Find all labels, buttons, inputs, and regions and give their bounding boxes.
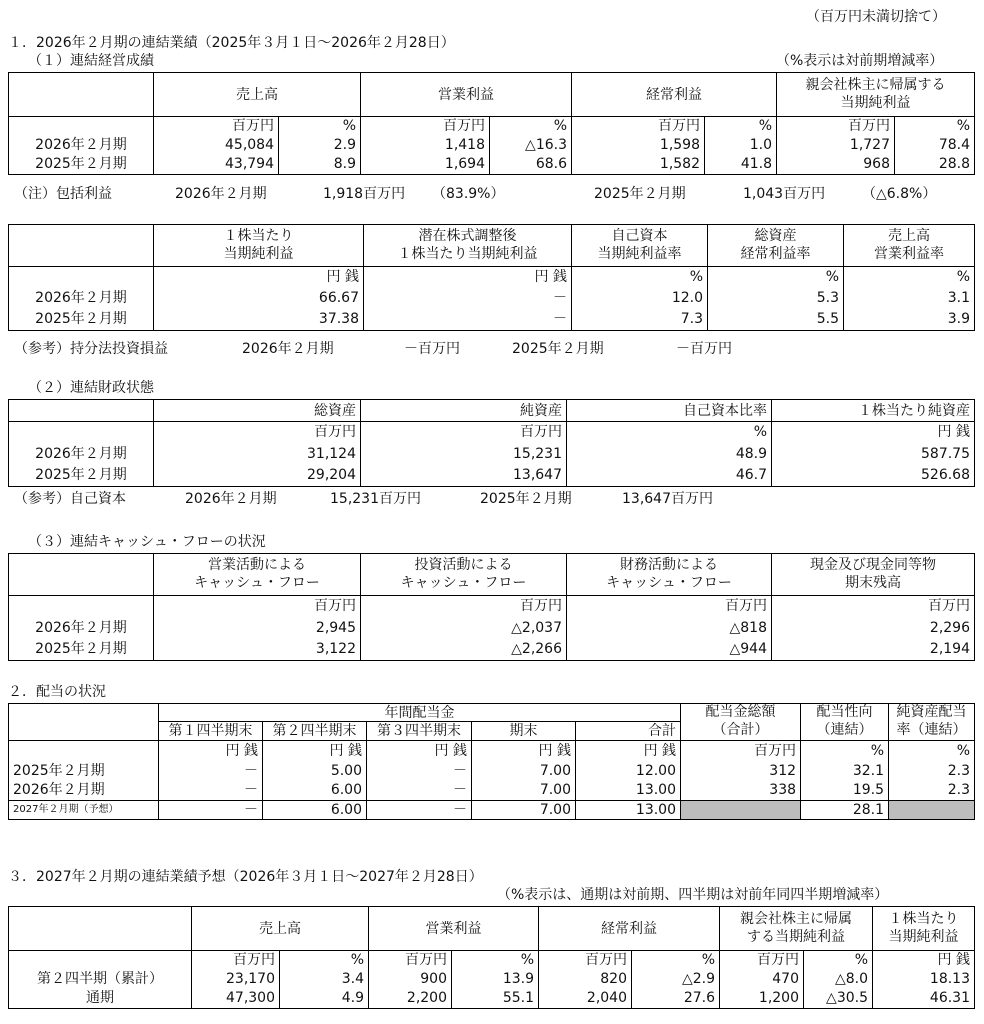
table-cell: 2025年２月期 [9, 155, 154, 175]
table-cell: △2,037 [361, 617, 567, 639]
table-cell: 526.68 [772, 465, 975, 487]
header-cell: % [705, 117, 777, 136]
table-cell: 312 [681, 761, 801, 781]
table-cell: 46.31 [873, 989, 975, 1009]
header-cell: 純資産 [361, 400, 567, 422]
note-text: 2025年２月期 [480, 491, 572, 507]
table-cell: 13.9 [452, 969, 539, 989]
annual-dividend-header: 年間配当金 [159, 704, 681, 722]
header-cell [873, 907, 975, 951]
header-cell: 百万円 [361, 596, 567, 617]
header-text: 総資産 [754, 228, 797, 244]
table-cell: △818 [567, 617, 772, 639]
table-cell: △944 [567, 639, 772, 661]
header-cell [9, 554, 154, 596]
header-row [9, 422, 975, 443]
table-cell: 3.9 [844, 309, 975, 331]
header-text: 売上高 [888, 228, 930, 244]
header-cell: 百万円 [154, 596, 361, 617]
header-cell: 百万円 [361, 117, 490, 136]
note-text: （83.9%） [432, 186, 505, 202]
header-cell: 円 銭 [367, 741, 472, 761]
header-row [9, 951, 975, 969]
table-cell: 2.3 [889, 781, 975, 801]
section3-title: ３．2027年２月期の連結業績予想（2026年３月１日～2027年２月28日） [8, 869, 483, 885]
header-text: １株当たり [888, 911, 959, 927]
table-row [9, 465, 975, 487]
table-cell: 1,694 [361, 155, 490, 175]
table-cell: 55.1 [452, 989, 539, 1009]
header-cell: % [632, 951, 720, 969]
table-cell: 78.4 [895, 136, 975, 155]
note-text: －百万円 [404, 341, 460, 357]
section1-sub1: （１）連結経営成績 [28, 53, 154, 69]
header-cell [361, 554, 567, 596]
header-cell: 百万円 [572, 117, 705, 136]
note-text: 15,231百万円 [330, 491, 421, 507]
note-text: －百万円 [676, 341, 732, 357]
header-text: 当期純利益 [223, 245, 294, 262]
table-cell: 43,794 [154, 155, 279, 175]
header-text: （連結） [816, 721, 873, 738]
header-text: 投資活動による [414, 557, 513, 573]
header-cell [9, 722, 159, 741]
header-cell [844, 225, 975, 267]
header-row [9, 741, 975, 761]
header-cell [9, 225, 154, 267]
table-cell: 7.00 [472, 781, 576, 801]
operating-results-table [8, 72, 975, 175]
header-row [9, 704, 975, 722]
note-text: 2026年２月期 [242, 341, 334, 357]
header-row [9, 117, 975, 136]
header-text: 親会社株主に帰属 [740, 911, 852, 927]
table-cell: △30.5 [804, 989, 873, 1009]
header-cell: 百万円 [361, 422, 567, 443]
grey-cell [889, 801, 975, 820]
header-cell: 自己資本比率 [567, 400, 772, 422]
table-cell: 2,200 [369, 989, 452, 1009]
header-cell [889, 704, 975, 741]
table-cell: 2025年２月期 [9, 639, 154, 661]
header-text: 現金及び現金同等物 [810, 557, 936, 573]
header-cell: 百万円 [720, 951, 804, 969]
header-text: １株当たり当期純利益 [397, 245, 538, 262]
header-text: 当期純利益率 [597, 245, 682, 262]
header-text: キャッシュ・フロー [194, 574, 320, 591]
header-text: する当期純利益 [747, 928, 845, 945]
header-cell: 円 銭 [263, 741, 367, 761]
header-cell: 円 銭 [364, 267, 572, 287]
table-cell: 27.6 [632, 989, 720, 1009]
table-cell: － [364, 309, 572, 331]
table-cell: 13.00 [576, 801, 681, 820]
table-cell: 2025年２月期 [9, 309, 154, 331]
header-text: 配当性向 [816, 704, 873, 720]
header-text: キャッシュ・フロー [606, 574, 732, 591]
table-cell: － [364, 287, 572, 309]
dividend-table [8, 703, 975, 820]
equity-method-label: （参考）持分法投資損益 [14, 341, 168, 357]
table-cell: 2025年２月期 [9, 465, 154, 487]
table-cell: 47,300 [192, 989, 280, 1009]
table-cell: 2,296 [772, 617, 975, 639]
table-cell: 28.1 [801, 801, 889, 820]
table-cell: 48.9 [567, 443, 772, 465]
header-row [9, 73, 975, 117]
header-cell [720, 907, 873, 951]
section1-sub3: （３）連結キャッシュ・フローの状況 [28, 534, 266, 550]
note-text: 1,918百万円 [323, 186, 406, 202]
table-cell: △16.3 [490, 136, 572, 155]
header-cell: 売上高 [192, 907, 369, 951]
header-text: 配当金総額 [705, 704, 776, 720]
header-cell [364, 225, 572, 267]
table-cell: 2,040 [539, 989, 632, 1009]
unit-note: （百万円未満切捨て） [806, 9, 946, 25]
header-cell [9, 73, 154, 117]
grey-cell [681, 801, 801, 820]
table-cell: 通期 [9, 989, 192, 1009]
header-text: 経常利益率 [740, 245, 811, 262]
note-text: 2025年２月期 [594, 186, 686, 202]
pct-note-1: （%表示は対前期増減率） [776, 53, 944, 69]
header-cell: 合計 [576, 722, 681, 741]
header-cell: 円 銭 [772, 422, 975, 443]
header-cell: % [567, 422, 772, 443]
table-cell: 820 [539, 969, 632, 989]
table-cell: 23,170 [192, 969, 280, 989]
table-cell: 2027年２月期（予想） [9, 801, 159, 820]
table-cell: 2025年２月期 [9, 761, 159, 781]
table-cell: 2026年２月期 [9, 617, 154, 639]
table-cell: △8.0 [804, 969, 873, 989]
section2-title: ２．配当の状況 [8, 684, 106, 700]
header-cell: 百万円 [154, 117, 279, 136]
table-row [9, 136, 975, 155]
table-cell: 31,124 [154, 443, 361, 465]
header-row [9, 596, 975, 617]
table-cell: 2026年２月期 [9, 287, 154, 309]
table-cell: 2026年２月期 [9, 443, 154, 465]
table-cell: 2026年２月期 [9, 781, 159, 801]
header-cell: % [889, 741, 975, 761]
table-cell: 3,122 [154, 639, 361, 661]
header-cell: 円 銭 [576, 741, 681, 761]
table-cell: 12.00 [576, 761, 681, 781]
header-cell: % [804, 951, 873, 969]
section1-title: １．2026年２月期の連結業績（2025年３月１日～2026年２月28日） [8, 35, 455, 51]
table-cell: 1.0 [705, 136, 777, 155]
header-text: 財務活動による [620, 557, 718, 573]
header-cell: % [279, 117, 361, 136]
header-row [9, 267, 975, 287]
header-row [9, 225, 975, 267]
table-cell: － [367, 761, 472, 781]
financial-position-table [8, 399, 975, 487]
header-cell: 百万円 [777, 117, 895, 136]
table-cell: 2.9 [279, 136, 361, 155]
header-cell: 百万円 [192, 951, 280, 969]
forecast-table [8, 906, 975, 1009]
header-cell [9, 117, 154, 136]
header-cell: 期末 [472, 722, 576, 741]
table-row [9, 155, 975, 175]
header-cell [9, 596, 154, 617]
table-cell: 3.1 [844, 287, 975, 309]
note-text: 13,647百万円 [622, 491, 713, 507]
header-cell: % [280, 951, 369, 969]
pct-note-3: （%表示は、通期は対前期、四半期は対前年同四半期増減率） [497, 887, 889, 903]
table-cell: 41.8 [705, 155, 777, 175]
table-cell: 32.1 [801, 761, 889, 781]
header-net-profit [777, 73, 975, 117]
table-row [9, 309, 975, 331]
table-cell: 6.00 [263, 781, 367, 801]
table-cell: 1,727 [777, 136, 895, 155]
header-cell: 円 銭 [154, 267, 364, 287]
table-cell: 15,231 [361, 443, 567, 465]
header-row [9, 554, 975, 596]
table-cell: 1,598 [572, 136, 705, 155]
header-text: （合計） [712, 721, 769, 738]
header-cell: 第３四半期末 [367, 722, 472, 741]
header-text: 自己資本 [611, 228, 668, 244]
table-cell: 1,200 [720, 989, 804, 1009]
header-text: 営業利益率 [874, 245, 944, 262]
table-cell: 1,582 [572, 155, 705, 175]
table-cell: 7.00 [472, 801, 576, 820]
table-cell: 2,945 [154, 617, 361, 639]
header-row [9, 907, 975, 951]
table-cell: 6.00 [263, 801, 367, 820]
table-cell: 8.9 [279, 155, 361, 175]
header-cell: % [490, 117, 572, 136]
header-cell [9, 267, 154, 287]
table-cell: 338 [681, 781, 801, 801]
header-cell: 百万円 [539, 951, 632, 969]
header-cell: % [572, 267, 708, 287]
header-cell: 第１四半期末 [159, 722, 263, 741]
header-cell: % [452, 951, 539, 969]
header-cell [772, 554, 975, 596]
header-cell [9, 741, 159, 761]
header-cell [9, 704, 159, 722]
cash-flow-table [8, 553, 975, 661]
table-row [9, 761, 975, 781]
table-cell: 1,418 [361, 136, 490, 155]
header-cell [572, 225, 708, 267]
table-cell: 45,084 [154, 136, 279, 155]
section1-sub2: （２）連結財政状態 [28, 380, 154, 396]
table-cell: 7.3 [572, 309, 708, 331]
table-cell: 587.75 [772, 443, 975, 465]
table-cell: 5.00 [263, 761, 367, 781]
header-cell [9, 422, 154, 443]
header-text: 率（連結） [896, 721, 967, 738]
header-cell: 円 銭 [472, 741, 576, 761]
header-cell [9, 951, 192, 969]
table-cell: 5.5 [708, 309, 844, 331]
note-text: 2025年２月期 [512, 341, 604, 357]
table-cell: 28.8 [895, 155, 975, 175]
note-text: 2026年２月期 [175, 186, 267, 202]
table-row [9, 801, 975, 820]
table-row [9, 617, 975, 639]
ratios-table [8, 224, 975, 331]
header-text: キャッシュ・フロー [400, 574, 527, 591]
header-cell [708, 225, 844, 267]
table-row [9, 969, 975, 989]
comp-income-label: （注）包括利益 [14, 186, 112, 202]
table-cell: － [367, 781, 472, 801]
header-cell [801, 704, 889, 741]
table-cell: 29,204 [154, 465, 361, 487]
header-text: 営業活動による [208, 557, 306, 573]
table-cell: 4.9 [280, 989, 369, 1009]
table-cell: 2026年２月期 [9, 136, 154, 155]
header-cell [567, 554, 772, 596]
header-cell: 経常利益 [539, 907, 720, 951]
table-cell: 68.6 [490, 155, 572, 175]
table-cell: 900 [369, 969, 452, 989]
header-text: 期末残高 [845, 574, 901, 591]
table-row [9, 443, 975, 465]
header-cell [681, 704, 801, 741]
note-text: （△6.8%） [862, 186, 937, 202]
header-cell: % [844, 267, 975, 287]
table-cell: 968 [777, 155, 895, 175]
table-cell: 46.7 [567, 465, 772, 487]
table-cell: 2.3 [889, 761, 975, 781]
header-cell: 総資産 [154, 400, 361, 422]
header-cell: % [801, 741, 889, 761]
table-cell: 66.67 [154, 287, 364, 309]
table-cell: － [159, 801, 263, 820]
table-cell: － [159, 761, 263, 781]
header-cell: 円 銭 [873, 951, 975, 969]
table-cell: － [159, 781, 263, 801]
header-cell: 百万円 [681, 741, 801, 761]
header-cell [9, 907, 192, 951]
header-cell [9, 400, 154, 422]
header-text: 親会社株主に帰属する [805, 77, 946, 93]
header-cell: % [708, 267, 844, 287]
header-cell: １株当たり純資産 [772, 400, 975, 422]
header-sales: 売上高 [154, 73, 361, 117]
header-operating-profit: 営業利益 [361, 73, 572, 117]
header-row [9, 400, 975, 422]
header-cell: 営業利益 [369, 907, 539, 951]
header-cell: % [895, 117, 975, 136]
table-cell: 18.13 [873, 969, 975, 989]
note-text: 1,043百万円 [743, 186, 826, 202]
table-cell: 5.3 [708, 287, 844, 309]
header-cell: 第２四半期末 [263, 722, 367, 741]
table-cell: 470 [720, 969, 804, 989]
table-row [9, 639, 975, 661]
header-cell: 百万円 [154, 422, 361, 443]
table-row [9, 781, 975, 801]
header-cell [154, 225, 364, 267]
table-row [9, 287, 975, 309]
table-cell: △2.9 [632, 969, 720, 989]
header-cell: 百万円 [772, 596, 975, 617]
table-cell: 13,647 [361, 465, 567, 487]
table-row [9, 989, 975, 1009]
table-cell: 19.5 [801, 781, 889, 801]
table-cell: 7.00 [472, 761, 576, 781]
table-cell: 37.38 [154, 309, 364, 331]
table-cell: 3.4 [280, 969, 369, 989]
header-cell [154, 554, 361, 596]
header-text: 潜在株式調整後 [418, 228, 517, 244]
table-cell: 12.0 [572, 287, 708, 309]
header-text: １株当たり [223, 228, 294, 244]
table-cell: 2,194 [772, 639, 975, 661]
header-ordinary-profit: 経常利益 [572, 73, 777, 117]
header-text: 純資産配当 [896, 704, 967, 720]
table-cell: 13.00 [576, 781, 681, 801]
equity-label: （参考）自己資本 [14, 491, 126, 507]
table-cell: △2,266 [361, 639, 567, 661]
header-cell: 円 銭 [159, 741, 263, 761]
header-cell: 百万円 [567, 596, 772, 617]
table-cell: － [367, 801, 472, 820]
header-text: 当期純利益 [840, 94, 911, 111]
header-cell: 百万円 [369, 951, 452, 969]
table-cell: 第２四半期（累計） [9, 969, 192, 989]
header-text: 当期純利益 [888, 928, 959, 945]
note-text: 2026年２月期 [185, 491, 277, 507]
